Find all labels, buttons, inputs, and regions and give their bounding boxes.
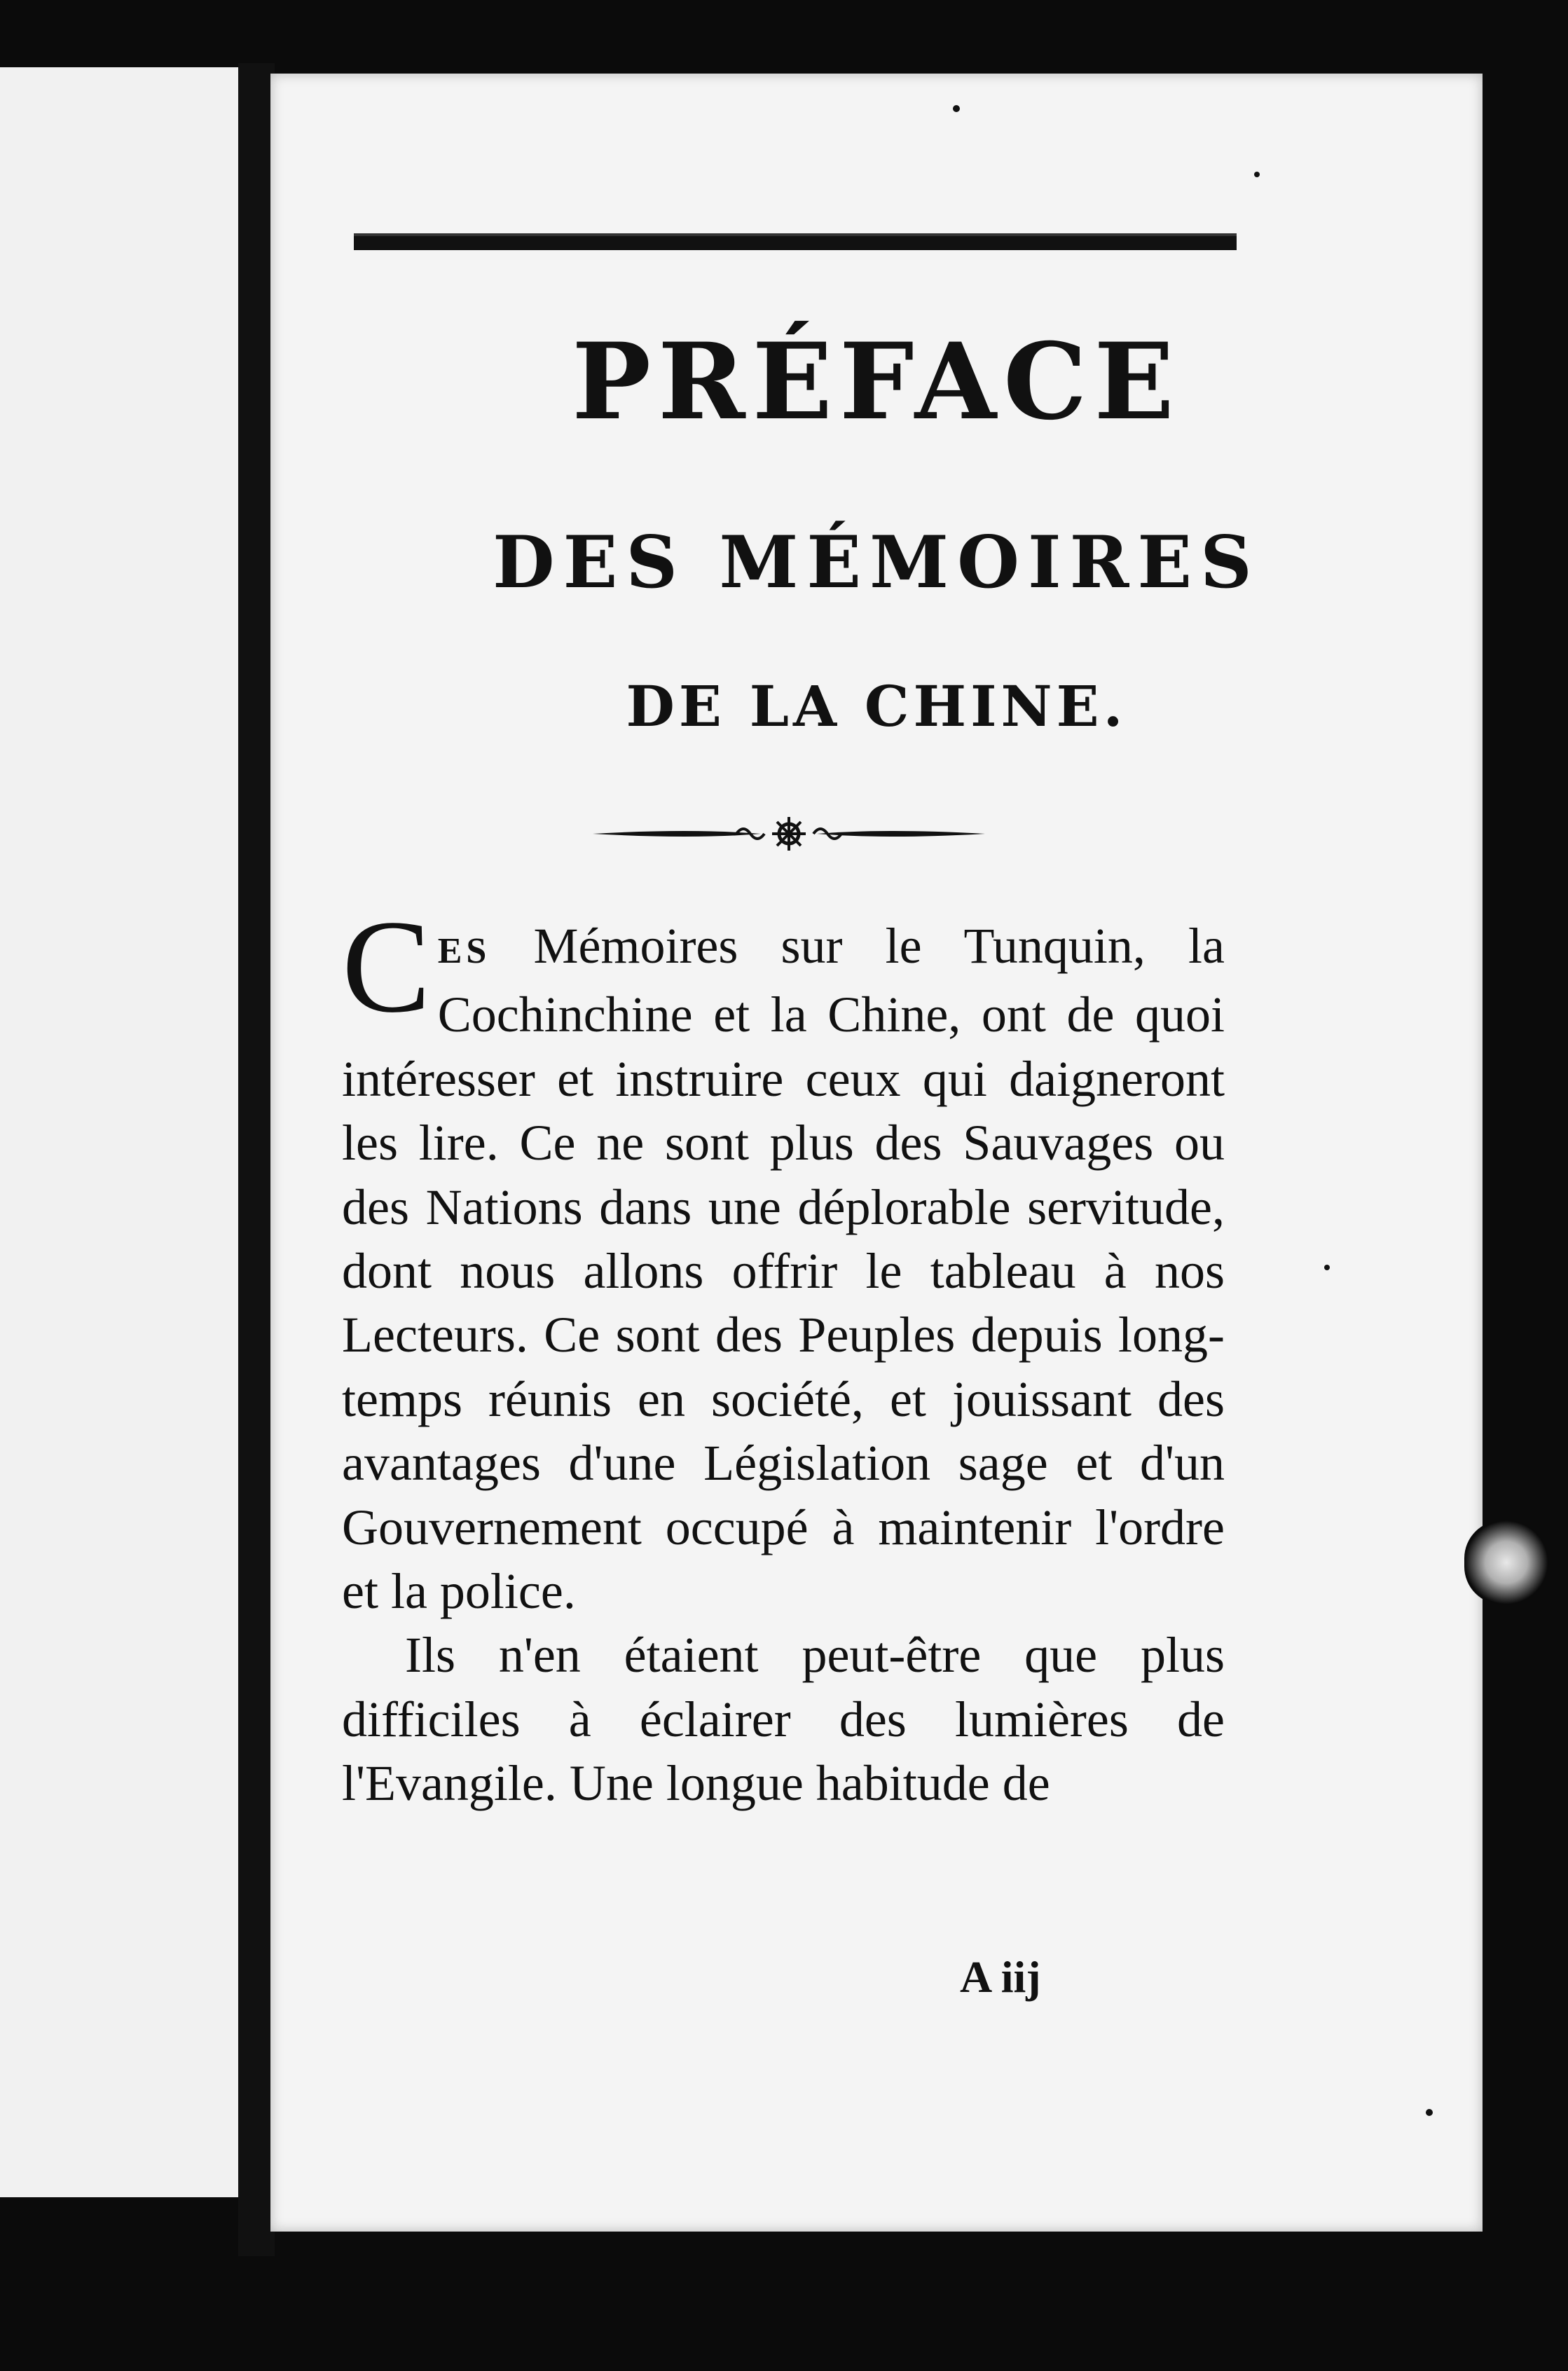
facing-page xyxy=(0,67,244,2197)
header-rule xyxy=(354,233,1237,250)
subtitle-line-2: DE LA CHINE. xyxy=(626,673,1127,739)
ink-speck xyxy=(1254,172,1260,177)
paragraph-2: Ils n'en étaient peut-être que plus difficiles à éclairer des lumières de l'Evangile. Une longue habitude de xyxy=(342,1627,1225,1812)
paragraph-1-text: Mémoires sur le Tunquin, la Cochinchine et la Chine, ont de quoi intéresser et instruire ceux qui daigneront les lire. Ce ne sont plus des Sauvages ou des Nations dans une déplorable servitude, dont nous allons offrir le tableau à nos Lecteurs. Ce sont des Peuples depuis long-temps réunis en société, et jouissant des avantages d'une Législation sage et d'un Gouvernement occupé à maintenir l'ordre et la police. xyxy=(342,918,1225,1620)
signature-mark: A iij xyxy=(960,1952,1041,2002)
paper-damage-blot xyxy=(1464,1520,1548,1604)
page-title: PRÉFACE xyxy=(572,320,1181,444)
floral-rule-ornament-icon xyxy=(586,813,992,855)
preface-body xyxy=(342,893,1225,1816)
small-caps: ES xyxy=(437,931,491,971)
book-spine xyxy=(238,63,275,2256)
drop-cap: C xyxy=(342,893,431,1040)
ink-speck xyxy=(1324,1265,1330,1270)
paragraph-1 xyxy=(342,893,1225,1623)
ink-speck xyxy=(953,105,960,112)
ink-speck xyxy=(1426,2109,1433,2116)
subtitle-line-1: DES MÉMOIRES xyxy=(493,521,1260,605)
